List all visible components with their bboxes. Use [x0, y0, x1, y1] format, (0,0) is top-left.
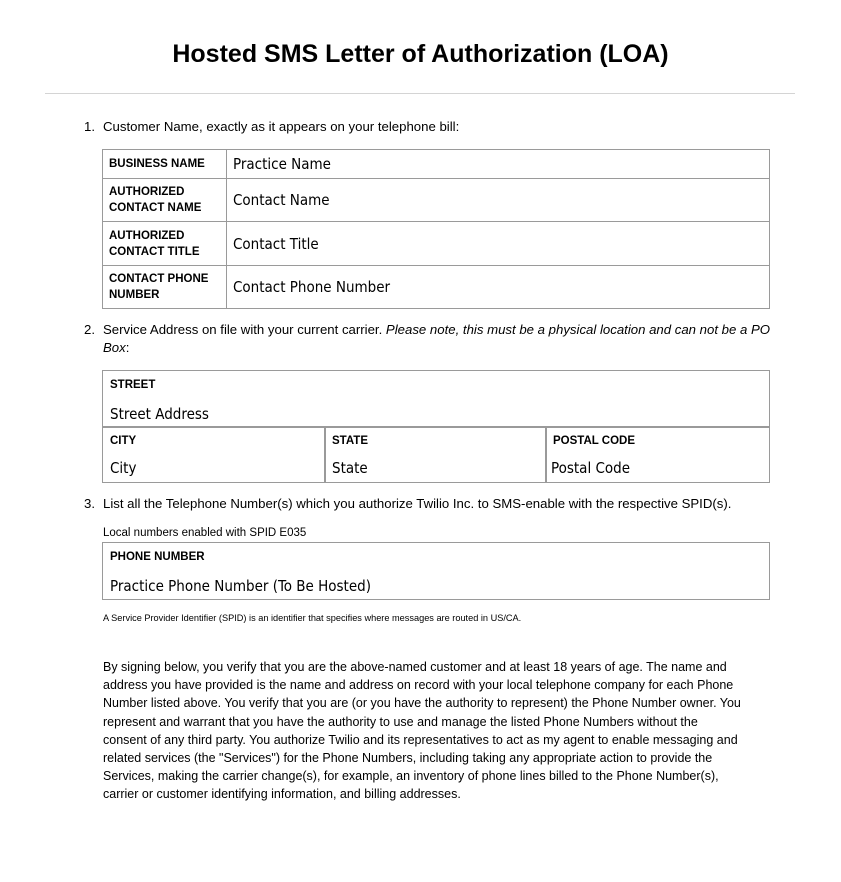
postal-code-field[interactable]: Postal Code — [551, 459, 631, 477]
section3-text: List all the Telephone Number(s) which you authorize Twilio Inc. to SMS-enable with the respective SPID(s). — [103, 496, 732, 511]
street-field[interactable]: Street Address — [110, 405, 209, 423]
phone-number-label: PHONE NUMBER — [110, 551, 205, 563]
business-name-label: BUSINESS NAME — [103, 150, 227, 179]
contact-phone-row — [103, 266, 770, 309]
business-name-field[interactable]: Practice Name — [227, 150, 770, 179]
section2-number: 2. — [84, 322, 95, 337]
section3-number: 3. — [84, 496, 95, 511]
business-name-row — [103, 150, 770, 179]
state-label: STATE — [332, 435, 368, 447]
street-cell — [102, 370, 770, 428]
page-title: Hosted SMS Letter of Authorization (LOA) — [172, 40, 669, 68]
contact-title-label: AUTHORIZED CONTACT TITLE — [103, 222, 227, 266]
contact-title-row — [103, 222, 770, 266]
section2-heading — [84, 321, 778, 357]
spid-footnote: A Service Provider Identifier (SPID) is an identifier that specifies where messages are routed in US/CA. — [103, 613, 522, 623]
contact-title-field[interactable]: Contact Title — [227, 222, 770, 266]
spid-caption: Local numbers enabled with SPID E035 — [103, 527, 307, 539]
postal-code-cell — [545, 426, 770, 483]
authorization-paragraph: By signing below, you verify that you are the above-named customer and at least 18 years of age. The name and address you have provided is the name and address on record with your local telephone company for each Phone Number listed above. You verify that you are (or you have the authority to represent) the Phone Number owner. You represent and warrant that you have the authority to use and manage the listed Phone Numbers without the consent of any third party. You authorize Twilio and its representatives to act as my agent to enable messaging and related services (the "Services") for the Phone Numbers, including taking any appropriate action to provide the Services, making the carrier change(s), for example, an inventory of phone lines billed to the Phone Number(s), carrier or customer identifying information, and billing addresses. — [103, 660, 741, 802]
contact-phone-field[interactable]: Contact Phone Number — [227, 266, 770, 309]
state-cell — [324, 426, 547, 483]
city-cell — [102, 426, 326, 483]
section3-heading — [84, 495, 783, 513]
title-divider — [45, 93, 795, 94]
state-field[interactable]: State — [332, 459, 368, 477]
section2-note: Please note, this must be a physical location and can not be a PO Box — [103, 322, 771, 355]
section2-text: Service Address on file with your current carrier. — [103, 322, 383, 337]
city-label: CITY — [110, 435, 137, 447]
section1-number: 1. — [84, 119, 95, 134]
section1-text: Customer Name, exactly as it appears on your telephone bill: — [103, 119, 460, 134]
phone-number-field[interactable]: Practice Phone Number (To Be Hosted) — [110, 577, 371, 595]
section1-heading — [84, 118, 460, 136]
section2-colon: : — [125, 340, 130, 355]
street-label: STREET — [110, 379, 156, 391]
contact-name-row — [103, 179, 770, 222]
contact-name-label: AUTHORIZED CONTACT NAME — [103, 179, 227, 222]
phone-number-cell — [102, 542, 770, 600]
postal-code-label: POSTAL CODE — [553, 435, 635, 447]
customer-name-table — [102, 149, 770, 309]
contact-phone-label: CONTACT PHONE NUMBER — [103, 266, 227, 309]
city-field[interactable]: City — [110, 459, 137, 477]
contact-name-field[interactable]: Contact Name — [227, 179, 770, 222]
